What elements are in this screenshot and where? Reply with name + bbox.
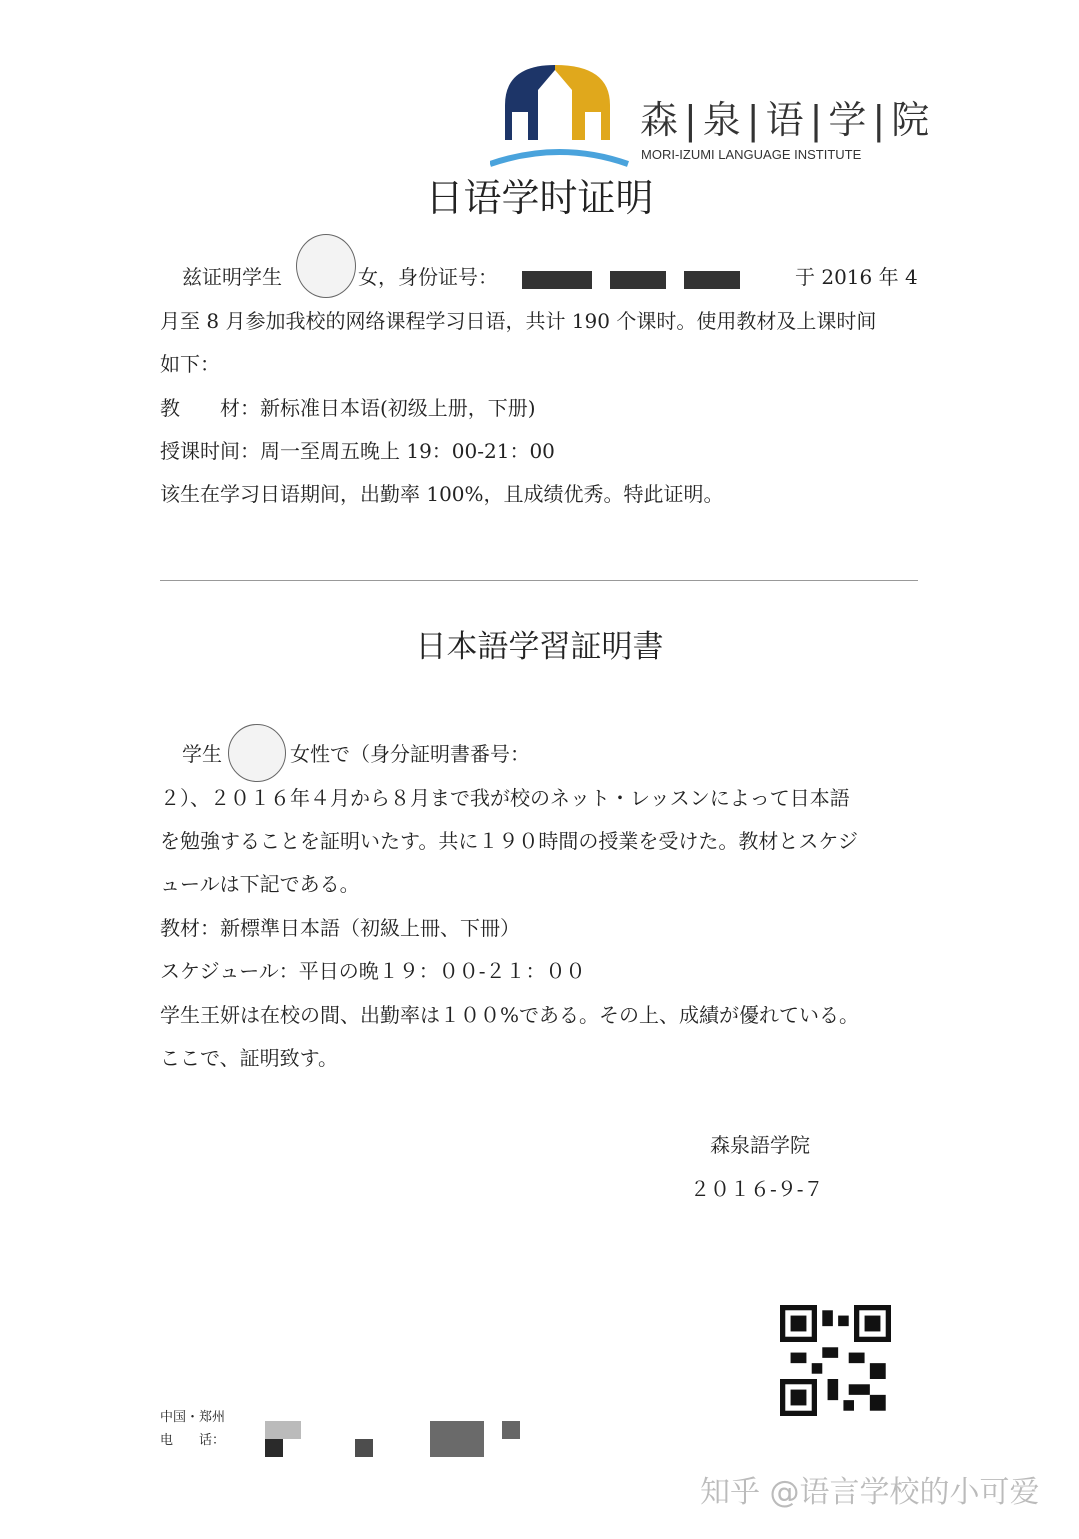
- redaction-block: [265, 1421, 301, 1439]
- cn-line: 如下：: [160, 352, 220, 376]
- redaction-block: [430, 1421, 484, 1457]
- cn-line: 女，身份证号：: [358, 265, 498, 289]
- jp-line: 教材：新標準日本語（初級上冊、下冊）: [160, 916, 520, 940]
- jp-line: スケジュール：平日の晩１９：００-２１：００: [160, 959, 586, 983]
- school-name-en: MORI-IZUMI LANGUAGE INSTITUTE: [641, 147, 862, 162]
- divider: [160, 580, 918, 581]
- watermark: 知乎 @语言学校的小可爱: [700, 1475, 1040, 1510]
- cn-line: 月至 8 月参加我校的网络课程学习日语，共计 190 个课时。使用教材及上课时间: [160, 309, 877, 333]
- cn-line: 教 材：新标准日本语(初级上册，下册): [160, 396, 536, 420]
- redaction-block: [610, 271, 666, 289]
- school-logo-icon: [490, 60, 630, 170]
- redaction-block: [355, 1439, 373, 1457]
- school-name-cn: 森|泉|语|学|院: [640, 98, 936, 142]
- qr-code-icon: [780, 1305, 891, 1416]
- redacted-face-icon: [296, 234, 356, 298]
- redaction-block: [522, 271, 592, 289]
- cn-line: 授课时间：周一至周五晚上 19：00-21：00: [160, 439, 555, 463]
- signature-date: ２０１６-９-７: [690, 1177, 824, 1201]
- jp-line: ここで、証明致す。: [160, 1046, 338, 1070]
- redaction-block: [265, 1439, 283, 1457]
- cn-line: 该生在学习日语期间，出勤率 100%，且成绩优秀。特此证明。: [160, 482, 724, 506]
- jp-line: 女性で（身分証明書番号：: [290, 742, 530, 766]
- signature-org: 森泉語学院: [710, 1133, 810, 1157]
- redacted-face-icon: [228, 724, 286, 782]
- footer-location: 中国・郑州: [160, 1410, 226, 1425]
- jp-line: ２）、２０１６年４月から８月まで我が校のネット・レッスンによって日本語: [160, 786, 850, 810]
- jp-line: 学生: [182, 742, 222, 766]
- cn-title: 日语学时证明: [425, 176, 654, 220]
- footer-phone-label: 电 话：: [160, 1433, 226, 1448]
- cn-line: 兹证明学生: [182, 265, 282, 289]
- redaction-block: [684, 271, 740, 289]
- redaction-block: [502, 1421, 520, 1439]
- jp-title: 日本語学習証明書: [415, 629, 664, 665]
- jp-line: ュールは下記である。: [160, 872, 360, 896]
- jp-line: 学生王妍は在校の間、出勤率は１００%である。その上、成績が優れている。: [160, 1003, 860, 1027]
- jp-line: を勉強することを証明いたす。共に１９０時間の授業を受けた。教材とスケジ: [160, 829, 858, 853]
- cn-line: 于 2016 年 4: [795, 265, 918, 289]
